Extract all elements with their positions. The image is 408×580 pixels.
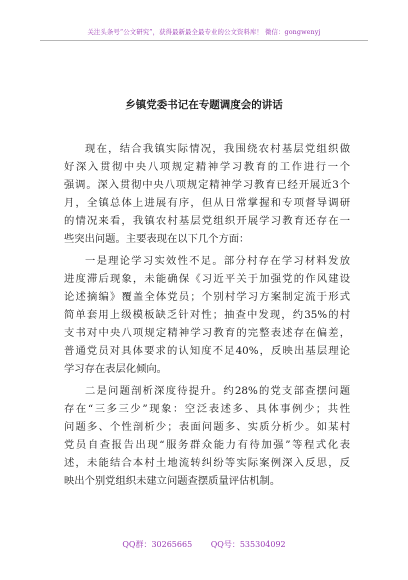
document-title: 乡镇党委书记在专题调度会的讲话 <box>125 99 283 111</box>
footer-contact <box>0 539 408 550</box>
footer-qq-group: QQ群：30265665 <box>122 540 193 549</box>
paragraph-line: 现在，结合我镇实际情况，我围绕农村基层党组织做 <box>85 143 350 155</box>
header-divider <box>40 40 368 41</box>
paragraph-line: 月，全镇总体上进展有序，但从日常掌握和专项督导调研 <box>64 197 350 209</box>
paragraph-line: 党员自查报告出现“服务群众能力有待加强”等程式化表 <box>64 439 350 451</box>
paragraph-line: 存在“三多三少”现象：空泛表述多、具体事例少；共性 <box>64 403 350 415</box>
paragraph-line: 学习存在表层化倾向。 <box>64 363 167 375</box>
paragraph-line: 强调。深入贯彻中央八项规定精神学习教育已经开展近3个 <box>64 179 350 191</box>
paragraph-line: 一是理论学习实效性不足。部分村存在学习材料发放 <box>85 255 350 267</box>
footer-qq-number: QQ号：535304092 <box>210 540 286 549</box>
paragraph-line: 映出个别党组织未建立问题查摆质量评估机制。 <box>64 475 281 487</box>
paragraph-line: 些突出问题。主要表现在以下几个方面： <box>64 233 250 245</box>
paragraph-3 <box>64 382 350 490</box>
paragraph-line: 述，未能结合本村土地流转纠纷等实际案例深入反思，反 <box>64 457 350 469</box>
paragraph-line: 的情况来看，我镇农村基层党组织开展学习教育还存在一 <box>64 215 350 227</box>
paragraph-line: 支书对中央八项规定精神学习教育的完整表述存在偏差， <box>64 327 350 339</box>
paragraph-line: 二是问题剖析深度待提升。约28%的党支部查摆问题 <box>85 385 350 397</box>
paragraph-2 <box>64 252 350 378</box>
paragraph-line: 简单套用上级模板缺乏针对性；抽查中发现，约35%的村 <box>64 309 350 321</box>
paragraph-1 <box>64 140 350 248</box>
paragraph-line: 论述摘编》覆盖全体党员；个别村学习方案制定流于形式 <box>64 291 350 303</box>
paragraph-line: 普通党员对具体要求的认知度不足40%，反映出基层理论 <box>64 345 350 357</box>
paragraph-line: 问题多、个性剖析少；表面问题多、实质分析少。如某村 <box>64 421 350 433</box>
header-banner: 关注头条号“公文研究”，获得最新最全最专业的公文资料库！ 微信：gongwenyj <box>87 28 321 36</box>
paragraph-line: 好深入贯彻中央八项规定精神学习教育的工作进行一个 <box>64 161 350 173</box>
paragraph-line: 进度滞后现象，未能确保《习近平关于加强党的作风建设 <box>64 273 350 285</box>
